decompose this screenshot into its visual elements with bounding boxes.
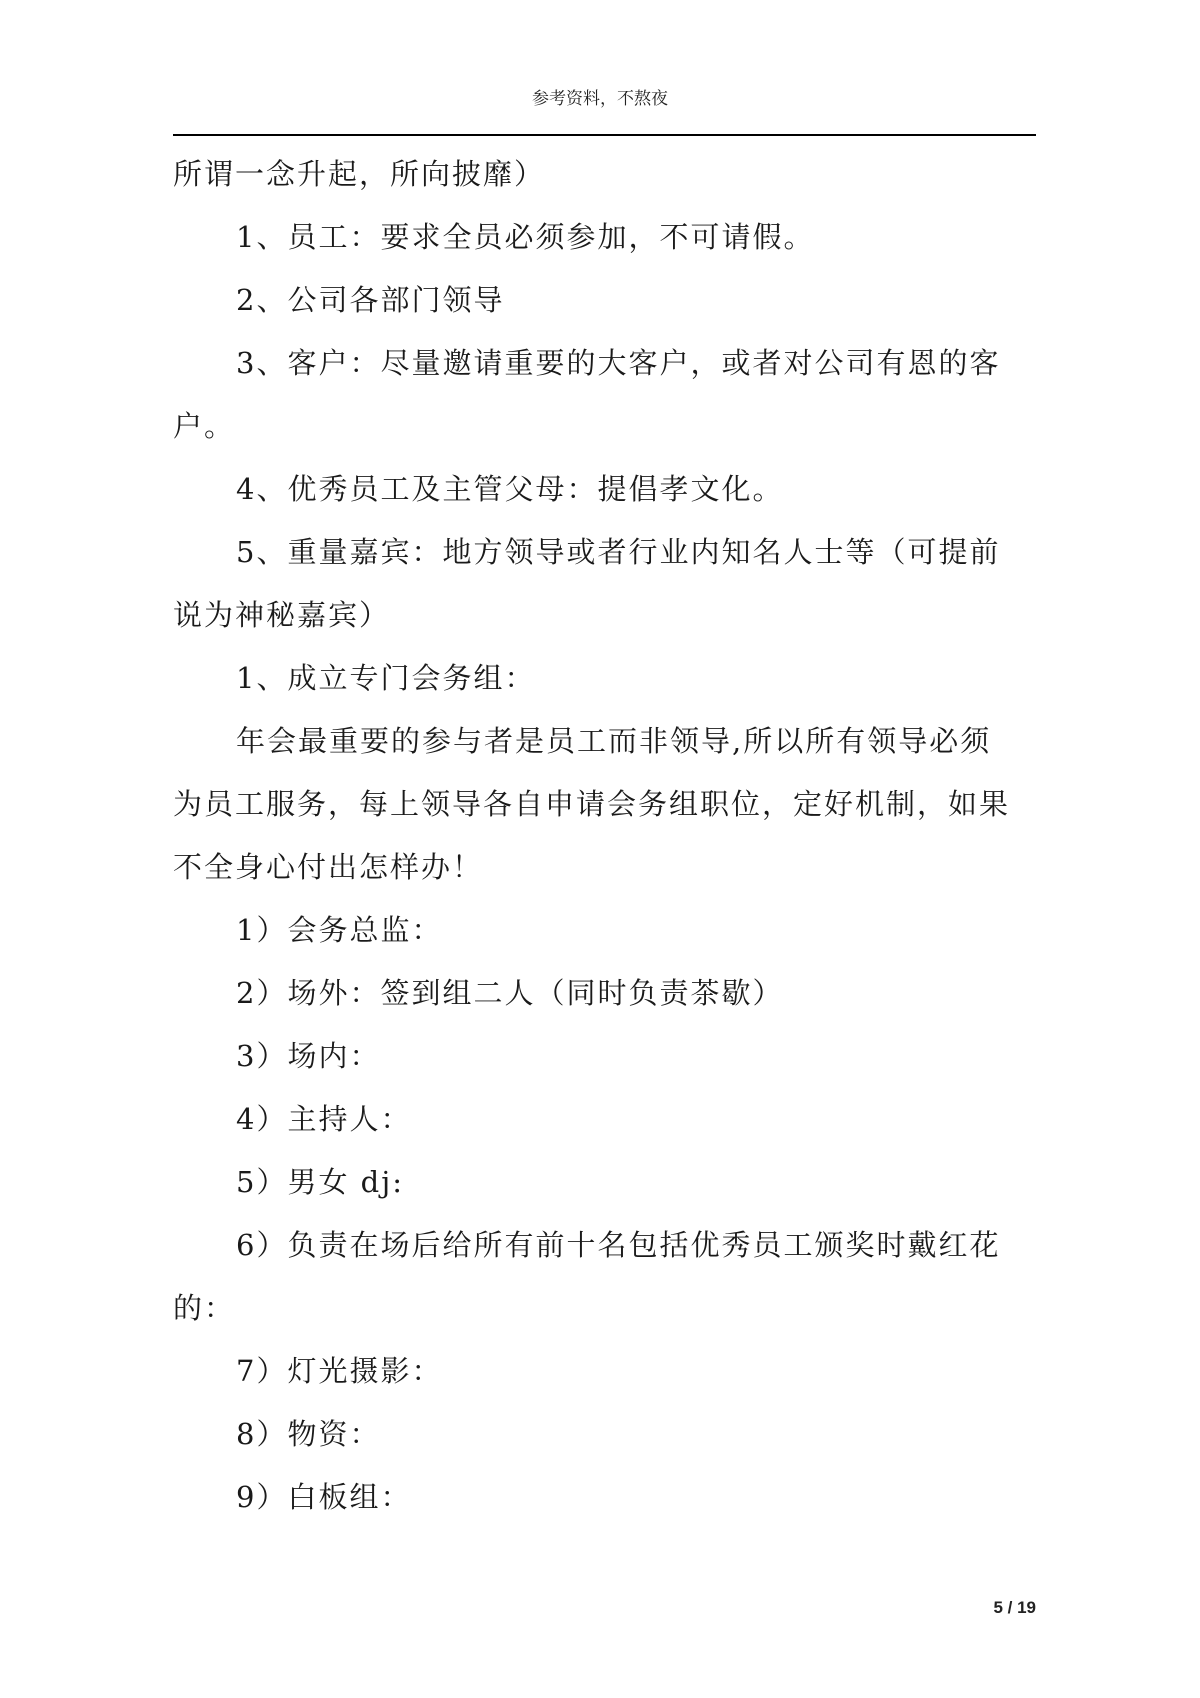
page-number: 5 / 19 bbox=[993, 1598, 1036, 1617]
text-line: 年会最重要的参与者是员工而非领导,所以所有领导必须 bbox=[236, 724, 992, 758]
text-line: 所谓一念升起，所向披靡） bbox=[173, 157, 546, 191]
text-line: 1、成立专门会务组： bbox=[236, 661, 536, 695]
page-header: 参考资料，不熬夜 bbox=[532, 89, 668, 109]
text-line: 1、员工：要求全员必须参加，不可请假。 bbox=[236, 220, 815, 254]
document-body bbox=[173, 143, 1036, 1529]
text-line: 户。 bbox=[173, 409, 236, 443]
text-line: 2、公司各部门领导 bbox=[236, 283, 505, 317]
text-line: 不全身心付出怎样办！ bbox=[173, 850, 484, 884]
text-line: 4、优秀员工及主管父母：提倡孝文化。 bbox=[236, 472, 784, 506]
text-line: 8）物资： bbox=[236, 1417, 381, 1451]
text-line: 7）灯光摄影： bbox=[236, 1354, 443, 1388]
text-line: 的： bbox=[173, 1291, 236, 1325]
text-line: 4）主持人： bbox=[236, 1102, 412, 1136]
text-line: 5）男女 dj: bbox=[236, 1165, 404, 1199]
text-line: 1）会务总监： bbox=[236, 913, 443, 947]
text-line: 为员工服务，每上领导各自申请会务组职位，定好机制，如果 bbox=[173, 787, 1011, 821]
text-line: 说为神秘嘉宾） bbox=[173, 598, 391, 632]
text-line: 3）场内： bbox=[236, 1039, 381, 1073]
text-line: 9）白板组： bbox=[236, 1480, 412, 1514]
text-line: 3、客户：尽量邀请重要的大客户，或者对公司有恩的客 bbox=[236, 346, 1001, 380]
header-divider bbox=[173, 134, 1036, 136]
text-line: 5、重量嘉宾：地方领导或者行业内知名人士等（可提前 bbox=[236, 535, 1001, 569]
text-line: 6）负责在场后给所有前十名包括优秀员工颁奖时戴红花 bbox=[236, 1228, 1001, 1262]
text-line: 2）场外：签到组二人（同时负责茶歇） bbox=[236, 976, 784, 1010]
